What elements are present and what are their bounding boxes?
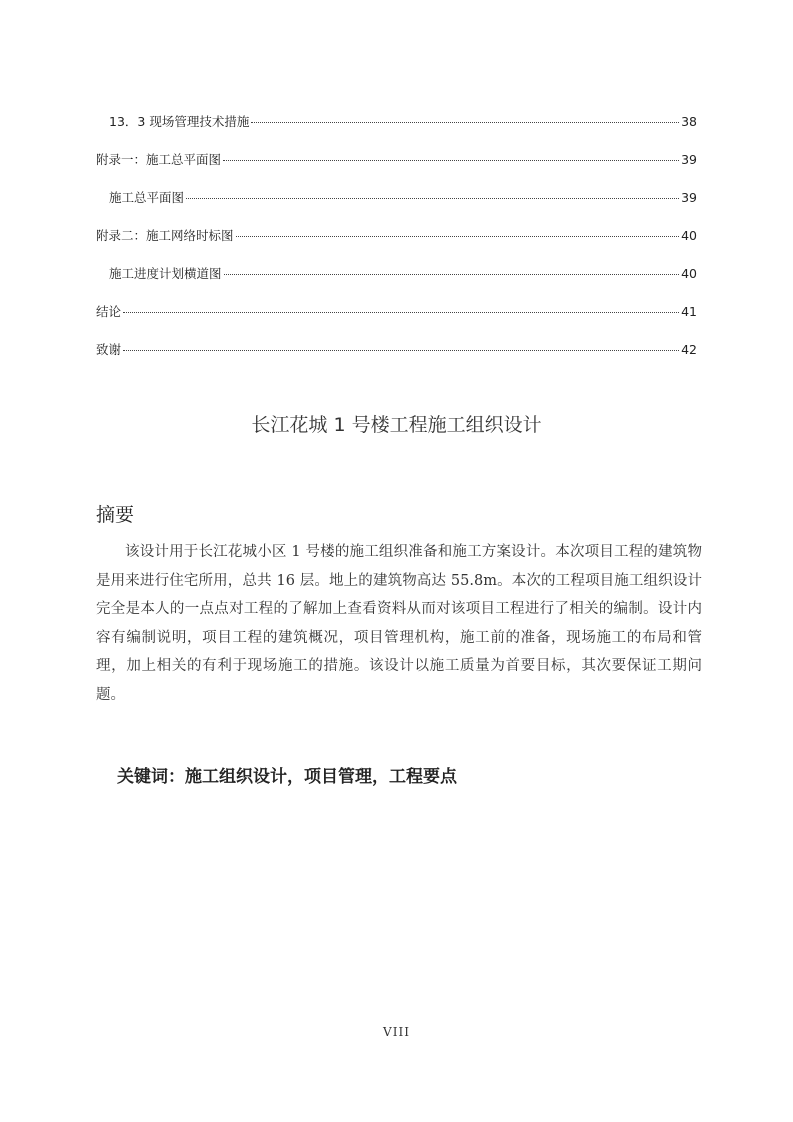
abstract-heading: 摘要 (96, 504, 135, 526)
page-number: VIII (383, 1025, 410, 1039)
toc-leader-dots (123, 350, 679, 351)
toc-entry-label: 附录二：施工网络时标图 (96, 228, 234, 243)
toc-entry-label: 附录一：施工总平面图 (96, 152, 222, 167)
toc-entry-page: 41 (681, 304, 697, 319)
toc-entry[interactable] (96, 340, 697, 378)
toc-entry-page: 39 (681, 190, 697, 205)
toc-entry-label: 结论 (96, 304, 122, 319)
toc-entry[interactable] (96, 150, 697, 188)
toc-entry-page: 39 (681, 152, 697, 167)
toc-entry[interactable] (96, 264, 697, 302)
toc-entry[interactable] (96, 226, 697, 264)
toc-entry-label: 施工进度计划横道图 (109, 266, 222, 281)
toc-entry-label: 13．3 现场管理技术措施 (109, 114, 250, 129)
toc-entry-page: 40 (681, 228, 697, 243)
toc-entry-page: 40 (681, 266, 697, 281)
toc-entry[interactable] (96, 188, 697, 226)
toc-leader-dots (186, 198, 679, 199)
toc-entry-label: 施工总平面图 (109, 190, 185, 205)
toc-leader-dots (224, 274, 680, 275)
toc-entry-page: 42 (681, 342, 697, 357)
toc-leader-dots (223, 160, 679, 161)
toc-entry-page: 38 (681, 114, 697, 129)
toc-leader-dots (236, 236, 680, 237)
abstract-body: 该设计用于长江花城小区 1 号楼的施工组织准备和施工方案设计。本次项目工程的建筑物是用来进行住宅所用，总共 16 层。地上的建筑物高达 55.8m。本次的工程项目施工组织设计完全是本人的一点点对工程的了解加上查看资料从而对该项目工程进行了相关的编制。设计内容有编制说明，项目工程的建筑概况，项目管理机构，施工前的准备，现场施工的布局和管理，加上相关的有利于现场施工的措施。该设计以施工质量为首要目标，其次要保证工期问题。 (96, 544, 702, 703)
keywords-line: 关键词：施工组织设计，项目管理，工程要点 (117, 767, 457, 787)
toc-leader-dots (123, 312, 679, 313)
document-title: 长江花城 1 号楼工程施工组织设计 (251, 414, 542, 436)
toc-leader-dots (251, 122, 679, 123)
table-of-contents (96, 112, 697, 378)
toc-entry-label: 致谢 (96, 342, 122, 357)
toc-entry[interactable] (96, 112, 697, 150)
toc-entry[interactable] (96, 302, 697, 340)
